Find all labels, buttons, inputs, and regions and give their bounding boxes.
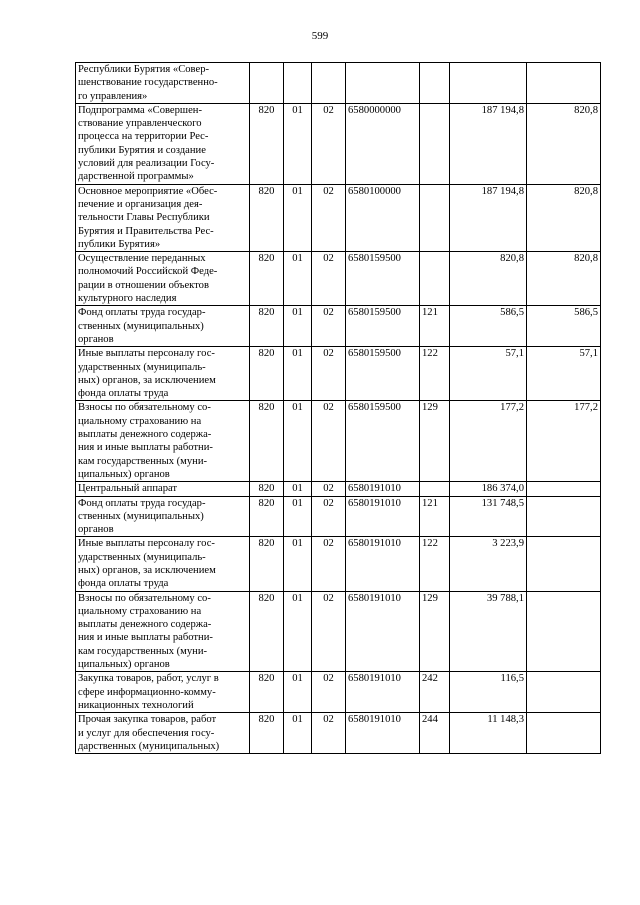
cell-amount-total: 57,1 — [450, 347, 527, 401]
cell-target-item: 6580000000 — [346, 103, 420, 184]
cell-expense-type — [420, 482, 450, 496]
cell-section: 01 — [284, 401, 312, 482]
table-row — [76, 591, 601, 672]
cell-subsection: 02 — [312, 537, 346, 591]
table-row — [76, 537, 601, 591]
table-row — [76, 713, 601, 754]
cell-subsection — [312, 63, 346, 104]
cell-name: Иные выплаты персоналу гос- ударственных (муниципаль- ных) органов, за исключением фонда оплаты труда — [76, 347, 250, 401]
table-row — [76, 672, 601, 713]
cell-section: 01 — [284, 184, 312, 251]
cell-amount-federal: 177,2 — [527, 401, 601, 482]
budget-table — [75, 62, 601, 754]
cell-subsection: 02 — [312, 306, 346, 347]
cell-section: 01 — [284, 252, 312, 306]
cell-name: Фонд оплаты труда государ- ственных (муниципальных) органов — [76, 496, 250, 537]
cell-amount-total: 131 748,5 — [450, 496, 527, 537]
table-row — [76, 252, 601, 306]
cell-section: 01 — [284, 496, 312, 537]
cell-section: 01 — [284, 482, 312, 496]
cell-target-item: 6580159500 — [346, 306, 420, 347]
cell-subsection: 02 — [312, 482, 346, 496]
cell-name: Подпрограмма «Совершен- ствование управленческого процесса на территории Рес- публики Бурятия и создание условий для реализации Госу- дарственной программы» — [76, 103, 250, 184]
cell-expense-type — [420, 184, 450, 251]
cell-target-item: 6580159500 — [346, 347, 420, 401]
cell-subsection: 02 — [312, 347, 346, 401]
cell-amount-total: 116,5 — [450, 672, 527, 713]
table-row — [76, 347, 601, 401]
cell-amount-federal — [527, 537, 601, 591]
cell-target-item — [346, 63, 420, 104]
cell-amount-total: 3 223,9 — [450, 537, 527, 591]
cell-amount-total — [450, 63, 527, 104]
cell-section — [284, 63, 312, 104]
cell-target-item: 6580191010 — [346, 672, 420, 713]
cell-subsection: 02 — [312, 713, 346, 754]
cell-grbs: 820 — [250, 482, 284, 496]
cell-amount-federal: 586,5 — [527, 306, 601, 347]
cell-expense-type — [420, 103, 450, 184]
cell-target-item: 6580100000 — [346, 184, 420, 251]
cell-subsection: 02 — [312, 252, 346, 306]
cell-grbs: 820 — [250, 306, 284, 347]
cell-section: 01 — [284, 103, 312, 184]
cell-amount-federal: 820,8 — [527, 252, 601, 306]
cell-name: Фонд оплаты труда государ- ственных (муниципальных) органов — [76, 306, 250, 347]
cell-name: Иные выплаты персоналу гос- ударственных (муниципаль- ных) органов, за исключением фонда оплаты труда — [76, 537, 250, 591]
cell-name: Взносы по обязательному со- циальному страхованию на выплаты денежного содержа- ния и иные выплаты работни- кам государственных (муни- ципальных) органов — [76, 401, 250, 482]
cell-grbs: 820 — [250, 537, 284, 591]
cell-amount-federal — [527, 591, 601, 672]
cell-name: Основное мероприятие «Обес- печение и организация дея- тельности Главы Республики Бурятия и Правительства Рес- публики Бурятия» — [76, 184, 250, 251]
cell-target-item: 6580191010 — [346, 713, 420, 754]
cell-grbs: 820 — [250, 672, 284, 713]
cell-subsection: 02 — [312, 103, 346, 184]
cell-section: 01 — [284, 347, 312, 401]
cell-name: Закупка товаров, работ, услуг в сфере информационно-комму- никационных технологий — [76, 672, 250, 713]
cell-amount-total: 187 194,8 — [450, 184, 527, 251]
cell-name: Осуществление переданных полномочий Российской Феде- рации в отношении объектов культурного наследия — [76, 252, 250, 306]
cell-grbs: 820 — [250, 401, 284, 482]
cell-grbs: 820 — [250, 184, 284, 251]
table-row — [76, 306, 601, 347]
cell-expense-type: 122 — [420, 537, 450, 591]
cell-expense-type — [420, 252, 450, 306]
cell-name: Взносы по обязательному со- циальному страхованию на выплаты денежного содержа- ния и иные выплаты работни- кам государственных (муни- ципальных) органов — [76, 591, 250, 672]
cell-subsection: 02 — [312, 401, 346, 482]
cell-expense-type: 121 — [420, 496, 450, 537]
cell-subsection: 02 — [312, 591, 346, 672]
cell-grbs — [250, 63, 284, 104]
cell-amount-total: 11 148,3 — [450, 713, 527, 754]
cell-expense-type: 122 — [420, 347, 450, 401]
table-row — [76, 482, 601, 496]
cell-expense-type: 129 — [420, 591, 450, 672]
cell-grbs: 820 — [250, 103, 284, 184]
cell-amount-federal — [527, 482, 601, 496]
page-number: 599 — [311, 30, 329, 42]
cell-name: Республики Бурятия «Совер- шенствование государственно- го управления» — [76, 63, 250, 104]
cell-section: 01 — [284, 306, 312, 347]
table-row — [76, 63, 601, 104]
table-row — [76, 184, 601, 251]
cell-amount-federal — [527, 496, 601, 537]
cell-amount-total: 820,8 — [450, 252, 527, 306]
cell-subsection: 02 — [312, 496, 346, 537]
cell-grbs: 820 — [250, 496, 284, 537]
cell-amount-total: 586,5 — [450, 306, 527, 347]
cell-grbs: 820 — [250, 252, 284, 306]
cell-target-item: 6580159500 — [346, 401, 420, 482]
cell-amount-total: 186 374,0 — [450, 482, 527, 496]
cell-grbs: 820 — [250, 713, 284, 754]
cell-expense-type: 129 — [420, 401, 450, 482]
cell-section: 01 — [284, 672, 312, 713]
cell-target-item: 6580191010 — [346, 496, 420, 537]
cell-section: 01 — [284, 713, 312, 754]
cell-amount-total: 39 788,1 — [450, 591, 527, 672]
cell-subsection: 02 — [312, 184, 346, 251]
cell-amount-federal — [527, 672, 601, 713]
cell-amount-federal — [527, 713, 601, 754]
cell-amount-federal: 57,1 — [527, 347, 601, 401]
table-row — [76, 103, 601, 184]
cell-target-item: 6580191010 — [346, 591, 420, 672]
cell-expense-type — [420, 63, 450, 104]
cell-expense-type: 121 — [420, 306, 450, 347]
cell-name: Центральный аппарат — [76, 482, 250, 496]
cell-section: 01 — [284, 591, 312, 672]
cell-subsection: 02 — [312, 672, 346, 713]
cell-amount-federal: 820,8 — [527, 103, 601, 184]
table-row — [76, 496, 601, 537]
cell-expense-type: 244 — [420, 713, 450, 754]
cell-name: Прочая закупка товаров, работ и услуг для обеспечения госу- дарственных (муниципальных) — [76, 713, 250, 754]
cell-amount-federal: 820,8 — [527, 184, 601, 251]
table-row — [76, 401, 601, 482]
cell-target-item: 6580191010 — [346, 537, 420, 591]
cell-grbs: 820 — [250, 591, 284, 672]
cell-grbs: 820 — [250, 347, 284, 401]
cell-target-item: 6580159500 — [346, 252, 420, 306]
cell-expense-type: 242 — [420, 672, 450, 713]
cell-target-item: 6580191010 — [346, 482, 420, 496]
cell-amount-total: 187 194,8 — [450, 103, 527, 184]
cell-amount-total: 177,2 — [450, 401, 527, 482]
cell-section: 01 — [284, 537, 312, 591]
cell-amount-federal — [527, 63, 601, 104]
